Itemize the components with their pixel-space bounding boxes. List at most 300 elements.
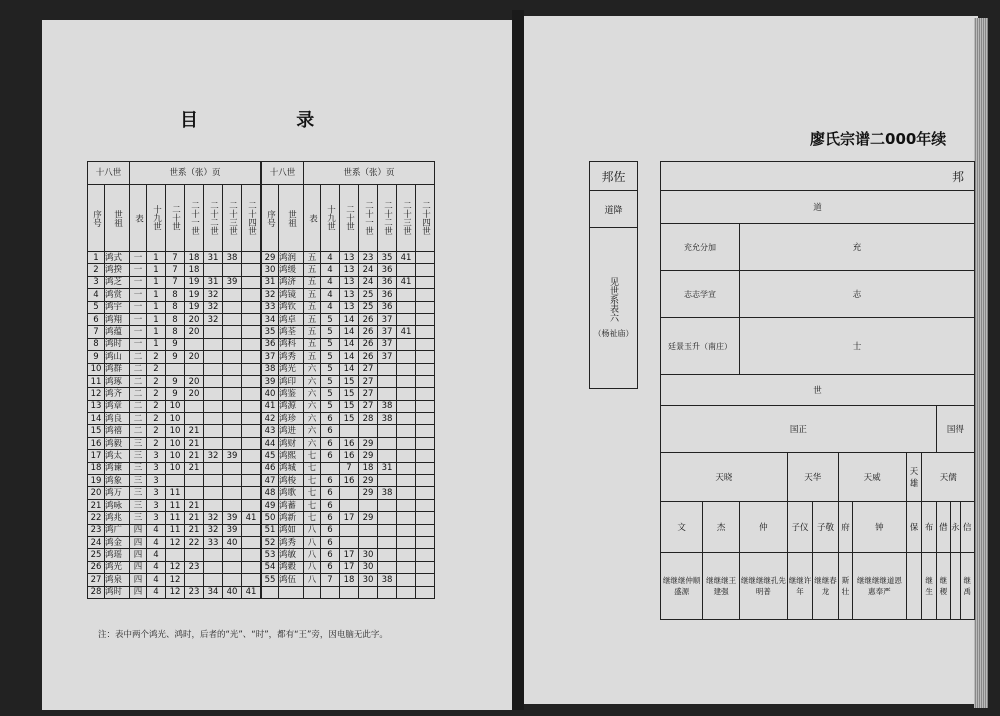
toc-table — [87, 161, 435, 599]
toc-cell: 29 — [359, 475, 378, 487]
toc-cell — [242, 338, 262, 350]
toc-cell — [223, 475, 242, 487]
toc-cell: 二 — [130, 388, 147, 400]
toc-cell: 鸿广 — [105, 524, 130, 536]
toc-cell: 鸿钦 — [279, 301, 304, 313]
toc-cell: 36 — [378, 289, 397, 301]
toc-cell: 鸿兆 — [105, 512, 130, 524]
toc-cell — [204, 462, 223, 474]
toc-cell — [223, 264, 242, 276]
toc-cell — [185, 487, 204, 499]
gen-cell: 子仪 — [787, 502, 813, 553]
toc-cell: 四 — [130, 586, 147, 598]
toc-cell: 37 — [261, 351, 279, 363]
toc-cell: 6 — [321, 524, 340, 536]
toc-cell: 鸿谏 — [105, 462, 130, 474]
toc-cell: 二 — [130, 425, 147, 437]
toc-cell: 50 — [261, 512, 279, 524]
toc-cell: 5 — [321, 388, 340, 400]
toc-cell — [397, 462, 416, 474]
toc-cell: 38 — [378, 400, 397, 412]
col-header-g19: 十九世 — [147, 185, 166, 252]
toc-cell — [416, 536, 435, 548]
toc-cell — [416, 487, 435, 499]
toc-cell: 39 — [261, 375, 279, 387]
toc-cell: 12 — [166, 586, 185, 598]
toc-cell: 鸿梭 — [279, 475, 304, 487]
toc-cell: 29 — [359, 437, 378, 449]
toc-cell: 鸿鉴 — [279, 388, 304, 400]
toc-cell: 鸿时 — [105, 338, 130, 350]
toc-cell — [397, 400, 416, 412]
toc-cell — [204, 375, 223, 387]
toc-cell — [204, 326, 223, 338]
gen-cell: 继继春龙 — [813, 553, 839, 620]
toc-cell: 6 — [321, 536, 340, 548]
gen-cell: 天儒 — [922, 453, 975, 502]
toc-cell — [223, 351, 242, 363]
toc-cell: 六 — [304, 375, 321, 387]
toc-cell: 35 — [261, 326, 279, 338]
toc-cell: 5 — [321, 313, 340, 325]
toc-cell: 4 — [147, 549, 166, 561]
toc-cell — [223, 400, 242, 412]
toc-cell: 五 — [304, 301, 321, 313]
toc-cell: 一 — [130, 264, 147, 276]
col-header-seq-b: 序号 — [261, 185, 279, 252]
toc-cell — [340, 425, 359, 437]
col-header-table: 表 — [130, 185, 147, 252]
toc-cell: 1 — [147, 252, 166, 264]
toc-cell: 七 — [304, 450, 321, 462]
toc-cell: 28 — [359, 413, 378, 425]
toc-cell: 9 — [166, 388, 185, 400]
toc-cell: 52 — [261, 536, 279, 548]
toc-cell: 一 — [130, 252, 147, 264]
toc-cell: 27 — [359, 363, 378, 375]
toc-cell — [223, 388, 242, 400]
toc-cell: 八 — [304, 536, 321, 548]
toc-cell: 40 — [223, 536, 242, 548]
toc-cell — [223, 574, 242, 586]
toc-cell — [378, 499, 397, 511]
toc-cell — [204, 413, 223, 425]
toc-cell: 19 — [185, 301, 204, 313]
toc-cell: 八 — [304, 561, 321, 573]
toc-cell: 8 — [166, 301, 185, 313]
toc-cell: 28 — [88, 586, 105, 598]
toc-cell: 12 — [166, 536, 185, 548]
toc-cell: 38 — [378, 487, 397, 499]
toc-cell — [242, 276, 262, 288]
toc-cell: 10 — [166, 437, 185, 449]
toc-cell: 15 — [340, 375, 359, 387]
toc-cell: 32 — [204, 524, 223, 536]
toc-cell: 18 — [185, 264, 204, 276]
toc-cell: 12 — [88, 388, 105, 400]
gen-cell: 信 — [960, 502, 974, 553]
toc-cell: 四 — [130, 574, 147, 586]
toc-cell — [223, 338, 242, 350]
toc-cell: 六 — [304, 400, 321, 412]
toc-cell — [397, 363, 416, 375]
toc-cell: 15 — [340, 400, 359, 412]
toc-cell: 鸿群 — [105, 363, 130, 375]
toc-row — [88, 301, 435, 313]
toc-cell: 4 — [321, 252, 340, 264]
toc-cell — [242, 313, 262, 325]
toc-cell — [223, 301, 242, 313]
toc-cell: 鸿敏 — [279, 549, 304, 561]
toc-cell: 10 — [166, 400, 185, 412]
toc-cell: 26 — [359, 326, 378, 338]
toc-cell — [397, 586, 416, 598]
col-header-pages: 世系（张）页 — [130, 162, 262, 185]
toc-cell: 19 — [88, 475, 105, 487]
toc-cell: 14 — [88, 413, 105, 425]
toc-cell: 29 — [359, 487, 378, 499]
toc-cell — [397, 301, 416, 313]
toc-cell: 鸿齐 — [105, 388, 130, 400]
toc-cell: 31 — [378, 462, 397, 474]
toc-cell: 鸿穀 — [279, 561, 304, 573]
toc-cell: 6 — [321, 450, 340, 462]
toc-cell: 1 — [147, 326, 166, 338]
toc-cell: 25 — [88, 549, 105, 561]
toc-cell: 14 — [340, 338, 359, 350]
genealogy-title: 廖氏宗谱二000年续 — [810, 130, 947, 148]
toc-cell — [416, 313, 435, 325]
col-header-table-b: 表 — [304, 185, 321, 252]
toc-cell: 46 — [261, 462, 279, 474]
toc-cell — [359, 425, 378, 437]
toc-cell: 41 — [242, 586, 262, 598]
toc-cell: 4 — [321, 289, 340, 301]
toc-cell: 鸿源 — [279, 400, 304, 412]
gen-cell: 天晓 — [661, 453, 788, 502]
toc-row — [88, 351, 435, 363]
col-header-g20-b: 二十世 — [340, 185, 359, 252]
toc-cell: 6 — [321, 475, 340, 487]
toc-row — [88, 252, 435, 264]
toc-cell: 五 — [304, 252, 321, 264]
toc-cell: 15 — [88, 425, 105, 437]
toc-cell: 20 — [185, 313, 204, 325]
toc-row — [88, 574, 435, 586]
toc-cell: 八 — [304, 574, 321, 586]
toc-cell — [397, 499, 416, 511]
toc-cell: 三 — [130, 499, 147, 511]
gen-cell: 保 — [906, 502, 922, 553]
toc-row — [88, 462, 435, 474]
toc-cell: 16 — [340, 450, 359, 462]
toc-cell: 9 — [166, 338, 185, 350]
toc-cell: 鸿章 — [105, 400, 130, 412]
toc-cell — [340, 499, 359, 511]
toc-cell: 24 — [359, 264, 378, 276]
toc-cell: 11 — [166, 487, 185, 499]
toc-cell — [416, 301, 435, 313]
toc-cell: 鸿金 — [105, 536, 130, 548]
toc-cell: 二 — [130, 413, 147, 425]
toc-cell: 14 — [340, 326, 359, 338]
toc-cell: 鸿卓 — [279, 313, 304, 325]
toc-cell: 10 — [88, 363, 105, 375]
toc-cell: 41 — [397, 252, 416, 264]
toc-cell: 41 — [261, 400, 279, 412]
sidebox-name: 邦佐 — [589, 161, 638, 191]
gen-cell: 布 — [922, 502, 936, 553]
toc-cell — [416, 549, 435, 561]
toc-cell: 33 — [261, 301, 279, 313]
toc-cell: 13 — [88, 400, 105, 412]
toc-cell — [242, 499, 262, 511]
toc-row — [88, 326, 435, 338]
toc-cell: 11 — [88, 375, 105, 387]
toc-cell: 53 — [261, 549, 279, 561]
toc-cell: 五 — [304, 338, 321, 350]
toc-cell — [242, 574, 262, 586]
toc-cell — [185, 413, 204, 425]
gen-cell: 继继继继道恩惠奉严 — [853, 553, 906, 620]
toc-cell: 21 — [185, 450, 204, 462]
toc-cell — [397, 425, 416, 437]
gen-cell: 借 — [936, 502, 950, 553]
toc-cell: 7 — [88, 326, 105, 338]
toc-cell — [223, 487, 242, 499]
toc-cell: 29 — [359, 450, 378, 462]
toc-row — [88, 437, 435, 449]
toc-cell: 10 — [166, 450, 185, 462]
toc-cell: 30 — [359, 561, 378, 573]
toc-cell: 38 — [378, 413, 397, 425]
toc-cell: 3 — [147, 499, 166, 511]
toc-cell: 1 — [147, 338, 166, 350]
toc-cell: 7 — [166, 252, 185, 264]
toc-cell: 二 — [130, 400, 147, 412]
col-header-g19-b: 十九世 — [321, 185, 340, 252]
toc-cell — [185, 475, 204, 487]
toc-cell: 1 — [147, 313, 166, 325]
toc-cell: 鸿咏 — [105, 499, 130, 511]
toc-cell — [359, 536, 378, 548]
toc-cell: 鸿良 — [105, 413, 130, 425]
toc-cell: 2 — [147, 425, 166, 437]
toc-cell: 22 — [88, 512, 105, 524]
toc-cell — [204, 561, 223, 573]
toc-cell — [416, 462, 435, 474]
toc-cell: 二 — [130, 351, 147, 363]
toc-cell: 23 — [185, 586, 204, 598]
toc-cell: 2 — [88, 264, 105, 276]
toc-cell: 鸿城 — [279, 462, 304, 474]
toc-cell: 20 — [185, 388, 204, 400]
toc-cell: 6 — [321, 487, 340, 499]
col-header-g22: 二十二世 — [204, 185, 223, 252]
book-spine — [512, 10, 524, 710]
col-header-ancestor: 世祖 — [105, 185, 130, 252]
toc-cell: 43 — [261, 425, 279, 437]
gen-cell: 继继继继孔先明普 — [739, 553, 787, 620]
gen-cell: 继继许年 — [787, 553, 813, 620]
toc-cell: 30 — [359, 574, 378, 586]
toc-cell: 鸿蓄 — [279, 499, 304, 511]
toc-cell: 12 — [166, 561, 185, 573]
toc-cell: 鸿毅 — [105, 437, 130, 449]
toc-cell — [397, 549, 416, 561]
toc-cell — [242, 462, 262, 474]
gen-cell: 继生 — [922, 553, 936, 620]
toc-cell: 七 — [304, 487, 321, 499]
toc-cell: 9 — [166, 375, 185, 387]
toc-cell: 5 — [321, 400, 340, 412]
toc-cell: 3 — [147, 512, 166, 524]
toc-cell: 25 — [359, 289, 378, 301]
toc-row — [88, 524, 435, 536]
toc-cell: 四 — [130, 549, 147, 561]
toc-cell: 鸿光 — [279, 363, 304, 375]
toc-cell — [397, 375, 416, 387]
toc-cell: 鸿财 — [279, 437, 304, 449]
toc-cell: 41 — [242, 512, 262, 524]
col-header-gen18-b: 十八世 — [261, 162, 304, 185]
toc-cell: 八 — [304, 549, 321, 561]
toc-cell — [242, 289, 262, 301]
toc-cell: 鸿缓 — [279, 264, 304, 276]
toc-cell — [185, 549, 204, 561]
toc-cell: 29 — [359, 512, 378, 524]
toc-row — [88, 413, 435, 425]
col-header-g22-b: 二十二世 — [378, 185, 397, 252]
toc-cell: 15 — [340, 388, 359, 400]
toc-cell: 37 — [378, 326, 397, 338]
toc-cell — [416, 574, 435, 586]
toc-cell — [185, 574, 204, 586]
col-header-pages-b: 世系（张）页 — [304, 162, 435, 185]
gen-cell: 天威 — [838, 453, 906, 502]
toc-cell: 37 — [378, 338, 397, 350]
toc-cell: 3 — [88, 276, 105, 288]
toc-cell: 6 — [321, 561, 340, 573]
toc-row — [88, 475, 435, 487]
toc-cell: 7 — [321, 574, 340, 586]
toc-cell: 鸿秀 — [279, 536, 304, 548]
toc-cell — [416, 388, 435, 400]
toc-cell — [242, 375, 262, 387]
toc-cell: 鸿瑶 — [105, 549, 130, 561]
toc-row — [88, 276, 435, 288]
toc-cell: 31 — [261, 276, 279, 288]
toc-cell — [416, 400, 435, 412]
toc-cell: 32 — [204, 313, 223, 325]
toc-cell: 38 — [378, 574, 397, 586]
toc-cell — [378, 561, 397, 573]
toc-cell: 4 — [147, 524, 166, 536]
toc-cell: 1 — [88, 252, 105, 264]
toc-cell: 21 — [185, 512, 204, 524]
toc-cell: 21 — [185, 524, 204, 536]
toc-cell: 14 — [340, 363, 359, 375]
toc-cell: 5 — [88, 301, 105, 313]
toc-cell — [223, 313, 242, 325]
toc-cell — [397, 313, 416, 325]
gen-cell: 天雄 — [906, 453, 922, 502]
toc-cell — [242, 413, 262, 425]
toc-cell: 13 — [340, 264, 359, 276]
toc-cell — [378, 475, 397, 487]
toc-cell — [397, 574, 416, 586]
toc-cell: 五 — [304, 276, 321, 288]
toc-cell — [378, 512, 397, 524]
toc-cell: 20 — [185, 375, 204, 387]
toc-cell: 41 — [397, 326, 416, 338]
toc-cell — [223, 413, 242, 425]
toc-cell — [204, 351, 223, 363]
toc-cell: 47 — [261, 475, 279, 487]
sidebox-ref: 见世系表六 （杨祉庙） — [589, 227, 638, 389]
toc-cell — [304, 586, 321, 598]
col-header-gen18: 十八世 — [88, 162, 130, 185]
toc-cell: 6 — [321, 549, 340, 561]
toc-cell — [397, 338, 416, 350]
toc-cell: 2 — [147, 363, 166, 375]
toc-cell: 鸿宇 — [105, 301, 130, 313]
toc-cell: 16 — [340, 437, 359, 449]
toc-cell: 6 — [321, 499, 340, 511]
toc-cell — [242, 301, 262, 313]
toc-cell: 鸿荃 — [279, 326, 304, 338]
toc-cell: 鸿熙 — [279, 450, 304, 462]
toc-cell: 五 — [304, 313, 321, 325]
toc-cell: 13 — [340, 289, 359, 301]
toc-cell: 七 — [304, 462, 321, 474]
toc-cell: 六 — [304, 388, 321, 400]
toc-cell: 3 — [147, 462, 166, 474]
gen-cell: 天华 — [787, 453, 838, 502]
toc-cell: 2 — [147, 375, 166, 387]
toc-cell — [242, 561, 262, 573]
toc-cell: 11 — [166, 524, 185, 536]
gen-cell: 继继继仲顺盛源 — [661, 553, 703, 620]
toc-row — [88, 586, 435, 598]
toc-cell — [204, 499, 223, 511]
toc-cell: 鸿济 — [279, 276, 304, 288]
toc-cell: 9 — [88, 351, 105, 363]
toc-cell — [166, 363, 185, 375]
toc-cell: 鸿琢 — [105, 375, 130, 387]
sidebox-sub: 道降 — [589, 190, 638, 228]
toc-cell: 一 — [130, 276, 147, 288]
toc-cell: 37 — [378, 313, 397, 325]
toc-row — [88, 536, 435, 548]
toc-cell: 32 — [204, 301, 223, 313]
toc-cell — [185, 338, 204, 350]
toc-cell: 21 — [185, 437, 204, 449]
toc-cell: 鸿万 — [105, 487, 130, 499]
toc-cell: 27 — [359, 400, 378, 412]
toc-cell — [204, 363, 223, 375]
gen-cell: 府 — [838, 502, 852, 553]
toc-cell: 11 — [166, 512, 185, 524]
toc-cell: 18 — [88, 462, 105, 474]
toc-cell: 4 — [147, 536, 166, 548]
toc-cell — [223, 499, 242, 511]
toc-cell: 四 — [130, 561, 147, 573]
toc-cell — [166, 549, 185, 561]
toc-cell — [340, 487, 359, 499]
toc-cell: 17 — [340, 561, 359, 573]
toc-cell — [378, 450, 397, 462]
